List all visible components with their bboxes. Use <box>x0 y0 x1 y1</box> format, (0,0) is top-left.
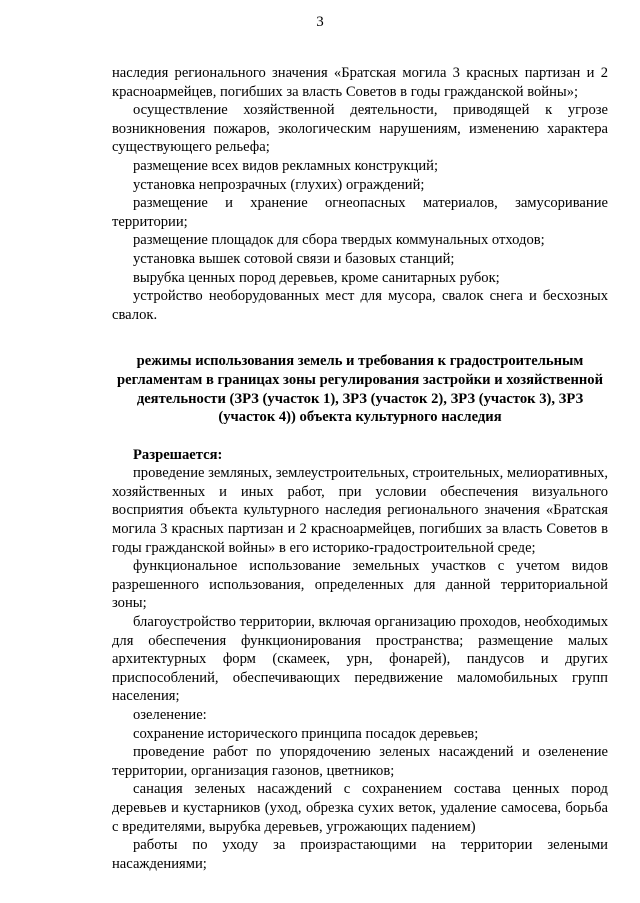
page-number: 3 <box>316 14 324 30</box>
paragraph: размещение всех видов рекламных конструкций; <box>133 157 439 174</box>
paragraph: вырубка ценных пород деревьев, кроме санитарных рубок; <box>133 269 500 286</box>
paragraph: установка непрозрачных (глухих) ограждений; <box>133 176 425 193</box>
paragraph: санация зеленых насаждений с сохранением состава ценных пород деревьев и кустарников (уход, обрезка сухих веток, удаление самосева, борьба с вредителями, вырубка деревьев, угрожающих падением) <box>112 781 608 835</box>
paragraph: размещение и хранение огнеопасных материалов, замусоривание территории; <box>112 195 608 230</box>
paragraph: наследия регионального значения «Братская могила 3 красных партизан и 2 красноармейцев, погибших за власть Советов в годы гражданской войны»; <box>112 65 608 100</box>
paragraph: проведение работ по упорядочению зеленых насаждений и озеленение территории, организация газонов, цветников; <box>112 744 608 779</box>
paragraph: размещение площадок для сбора твердых коммунальных отходов; <box>133 232 545 249</box>
paragraph: благоустройство территории, включая организацию проходов, необходимых для обеспечения функционирования пространства; размещение малых архитектурных форм (скамеек, урн, фонарей), пандусов и других приспособлений, обеспечивающих передвижение маломобильных групп населения; <box>112 614 608 705</box>
paragraph: установка вышек сотовой связи и базовых станций; <box>133 250 455 267</box>
paragraph: сохранение исторического принципа посадок деревьев; <box>133 725 479 742</box>
paragraph: работы по уходу за произрастающими на территории зелеными насаждениями; <box>112 837 608 872</box>
paragraph: проведение земляных, землеустроительных, строительных, мелиоративных, хозяйственных и иных работ, при условии обеспечения визуального восприятия объекта культурного наследия регионального значения «Братская могила 3 красных партизан и 2 красноармейцев, погибших за власть Советов в годы гражданской войны» в его историко-градостроительной среде; <box>112 465 609 556</box>
permitted-label: Разрешается: <box>133 446 223 463</box>
paragraph: функциональное использование земельных участков с учетом видов разрешенного использования, определенных для данной территориальной зоны; <box>112 558 608 612</box>
section-heading: режимы использования земель и требования к градостроительным регламентам в границах зоны регулирования застройки и хозяйственной деятельности (ЗРЗ (участок 1), ЗРЗ (участок 2), ЗРЗ (участок 3), ЗРЗ (участок 4)) объекта культурного наследия <box>117 353 603 426</box>
paragraph: озеленение: <box>133 707 207 723</box>
document-body <box>112 64 608 873</box>
paragraph: устройство необорудованных мест для мусора, свалок снега и бесхозных свалок. <box>112 288 608 323</box>
paragraph: осуществление хозяйственной деятельности, приводящей к угрозе возникновения пожаров, экологическим нарушениям, изменению характера существующего рельефа; <box>112 102 608 156</box>
